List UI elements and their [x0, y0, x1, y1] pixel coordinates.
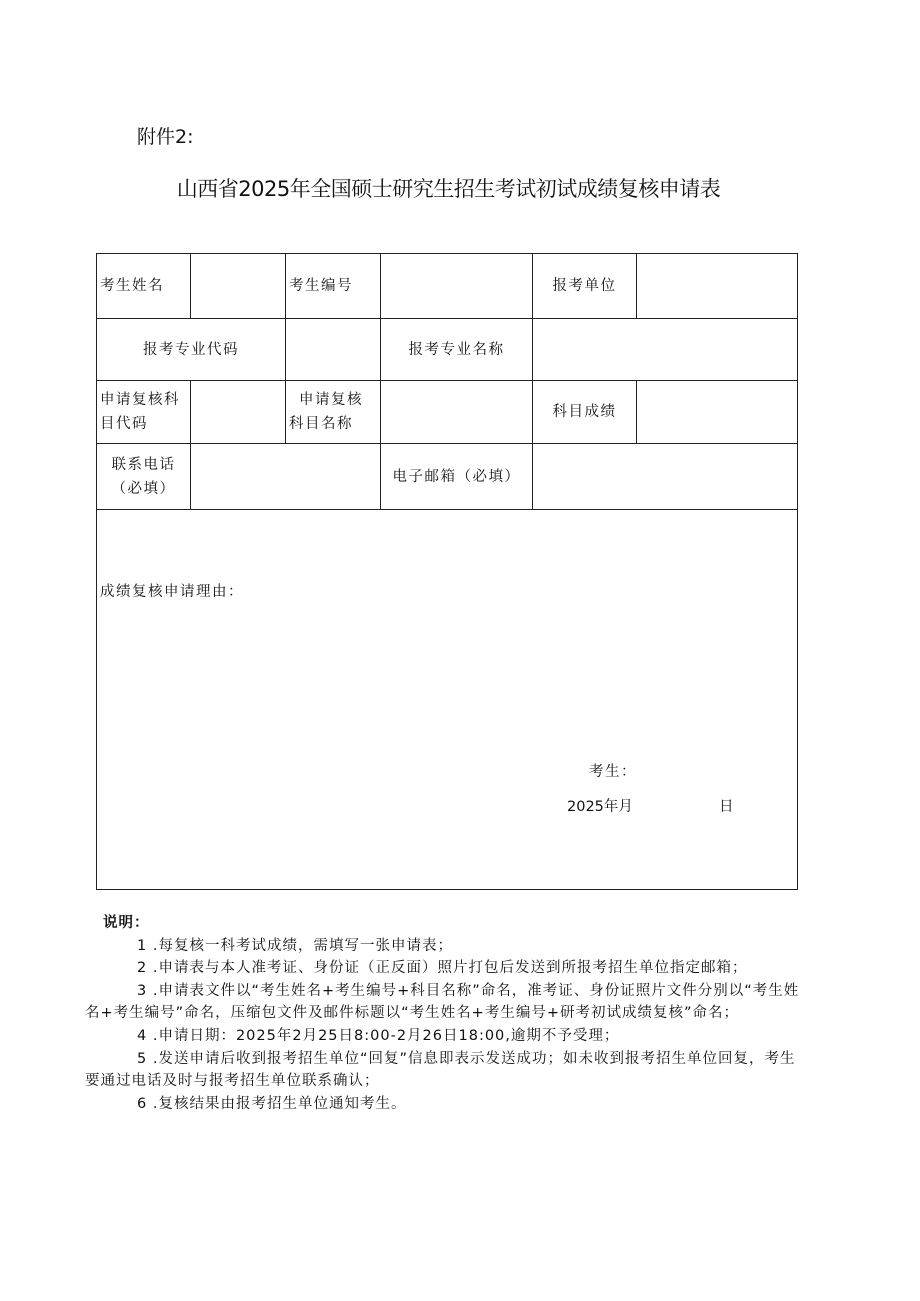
label-date: 2025年月	[567, 799, 633, 815]
label-date-day: 日	[719, 799, 735, 815]
label-email: 电子邮箱（必填）	[381, 444, 533, 510]
label-subject-score: 科目成绩	[533, 381, 637, 444]
label-subject-name-line1: 申请复核	[299, 392, 363, 408]
input-candidate-name[interactable]	[191, 254, 286, 319]
label-signature: 考生：	[589, 764, 637, 780]
label-subject-name-line2: 科目名称	[289, 416, 353, 432]
label-major-code: 报考专业代码	[97, 319, 286, 381]
label-phone-line2: （必填）	[111, 480, 176, 497]
input-major-code[interactable]	[286, 319, 381, 381]
label-phone	[97, 444, 191, 510]
label-subject-code-line2: 目代码	[100, 416, 148, 432]
note-item: 5 .发送申请后收到报考招生单位“回复”信息即表示发送成功；如未收到报考招生单位回复，考生要通过电话及时与报考招生单位联系确认；	[85, 1050, 796, 1090]
note-item: 3 .申请表文件以“考生姓名+考生编号+科目名称”命名，准考证、身份证照片文件分别以“考生姓名+考生编号”命名，压缩包文件及邮件标题以“考生姓名+考生编号+研考初试成绩复核”命名；	[85, 982, 800, 1022]
label-subject-code-line1: 申请复核科	[100, 392, 180, 408]
attachment-label: 附件2:	[137, 126, 194, 148]
note-item: 1 .每复核一科考试成绩，需填写一张申请表；	[137, 937, 453, 954]
page-title: 山西省2025年全国硕士研究生招生考试初试成绩复核申请表	[176, 177, 721, 201]
input-subject-code[interactable]	[191, 381, 286, 444]
application-form-table	[96, 253, 798, 890]
label-applied-unit: 报考单位	[533, 254, 637, 319]
note-item: 6 .复核结果由报考招生单位通知考生。	[137, 1095, 407, 1112]
input-subject-name[interactable]	[381, 381, 533, 444]
label-candidate-name: 考生姓名	[97, 254, 191, 319]
label-phone-line1: 联系电话	[111, 456, 176, 473]
input-email[interactable]	[533, 444, 798, 510]
label-major-name: 报考专业名称	[381, 319, 533, 381]
input-candidate-number[interactable]	[381, 254, 533, 319]
notes-heading: 说明：	[103, 915, 150, 931]
label-candidate-number: 考生编号	[286, 254, 381, 319]
input-applied-unit[interactable]	[637, 254, 798, 319]
label-subject-name	[286, 381, 381, 444]
note-item: 4 .申请日期：2025年2月25日8:00-2月26日18:00,逾期不予受理；	[137, 1027, 620, 1044]
input-major-name[interactable]	[533, 319, 798, 381]
label-reason: 成绩复核申请理由：	[100, 584, 244, 600]
label-subject-code	[97, 381, 191, 444]
input-subject-score[interactable]	[637, 381, 798, 444]
input-phone[interactable]	[191, 444, 381, 510]
note-item: 2 .申请表与本人准考证、身份证（正反面）照片打包后发送到所报考招生单位指定邮箱；	[137, 960, 748, 977]
notes-section	[85, 912, 805, 1115]
reason-area[interactable]	[97, 510, 798, 890]
